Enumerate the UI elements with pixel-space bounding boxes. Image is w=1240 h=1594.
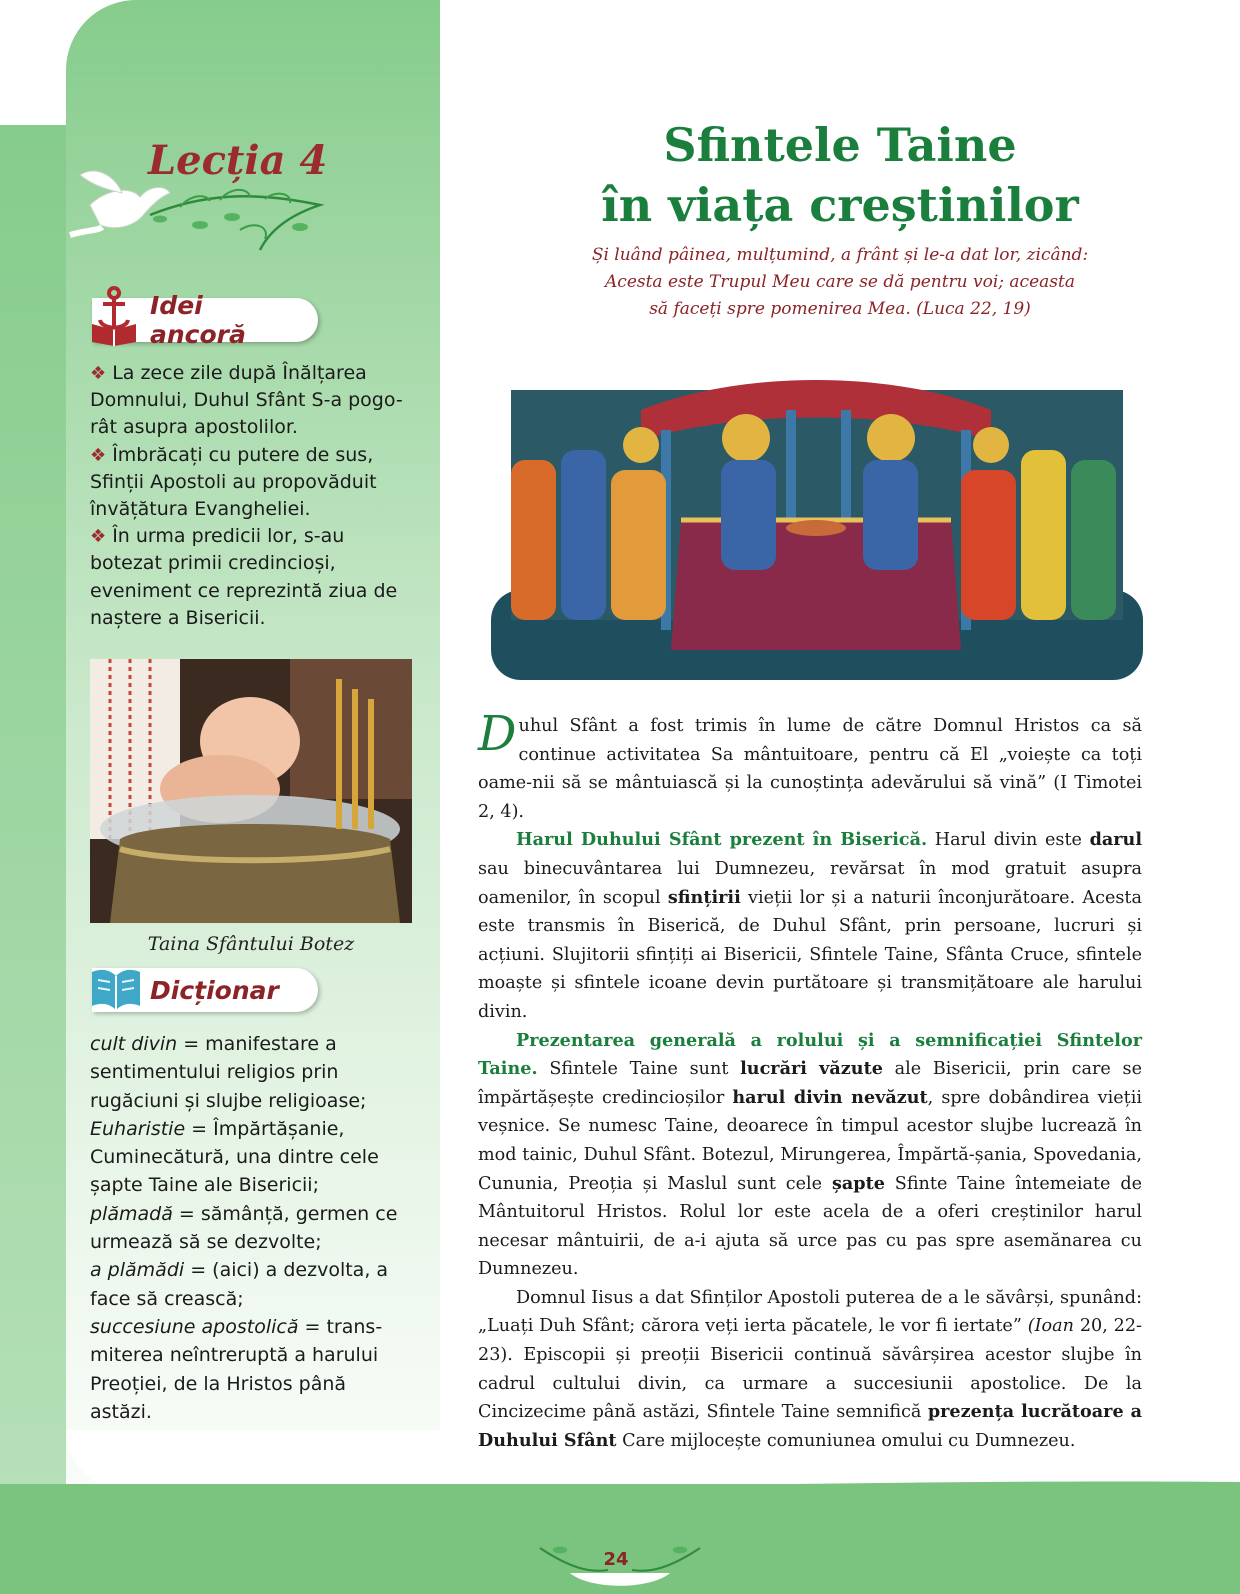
left-background-strip [0,125,70,1594]
lesson-body [478,706,1143,1455]
bible-quote: Și luând pâinea, mulțumind, a frânt și le-a dat lor, zicând: Acesta este Trupul Meu care se dă pentru voi; aceasta să faceți spre pomenirea Mea. (Luca 22, 19) [591,245,1089,319]
diamond-bullet-icon: ❖ [90,363,107,384]
anchor-ideas-heading: Idei ancoră [150,291,246,349]
list-item: ❖ În urma predicii lor, s-au botezat primii credincioși, eveniment ce reprezintă ziua de naștere a Bisericii. [90,525,398,629]
footer-wave [0,1470,1240,1510]
dictionary-entry: a plămădi = (aici) a dezvolta, a face să crească; [90,1259,389,1310]
dictionary-entry: Euharistie = Împărtășanie, Cuminecătură, una dintre cele șapte Taine ale Bisericii; [90,1117,379,1197]
anchor-ideas-list [90,360,410,632]
drop-cap: D [478,706,517,762]
dictionary-list [90,1030,400,1426]
anchor-ideas-badge [92,291,318,349]
lesson-title: Lecția 4 [148,137,328,184]
dictionary-entry: plămadă = sămânță, germen ce urmează să se dezvolte; [90,1202,398,1254]
paragraph-grace: Harul Duhului Sfânt prezent în Biserică. Harul divin este darul sau binecuvântarea lui Dumnezeu, revărsat în mod gratuit asupra oamenilor, în scopul sfințirii vieții lor și a naturii înconjurătoare. Acesta este transmis în Biserică, de Duhul Sfânt, prin persoane, lucruri și acțiuni. Slujitorii sfințiți ai Bisericii, Sfintele Taine, Sfânta Cruce, sfintele moaște și sfintele icoane devin purtătoare și transmițătoare ale harului divin. [478,829,1143,1022]
page-title: Sfintele Taine în viața creștinilor [601,118,1079,232]
dictionary-badge [92,968,318,1012]
list-item: ❖ Îmbrăcați cu putere de sus, Sfinții Apostoli au propovăduit învățătura Evangheliei. [90,443,377,521]
baptism-photo [90,659,412,923]
eucharist-icon-illustration [491,350,1143,680]
photo-caption: Taina Sfântului Botez [147,933,355,955]
paragraph-intro: Duhul Sfânt a fost trimis în lume de către Domnul Hristos ca să continue activitatea Sa mântuitoare, pentru că El „voiește ca toți oame-nii să se mântuiască și la cunoștința adevărului să vină” (I Timotei 2, 4). [478,706,1142,822]
list-item: ❖ La zece zile după Înălțarea Domnului, Duhul Sfânt S-a pogo-rât asupra apostolilor. [90,362,403,439]
diamond-bullet-icon: ❖ [90,444,107,466]
diamond-bullet-icon: ❖ [90,526,107,548]
open-book-icon [88,964,144,1014]
paragraph-apostles: Domnul Iisus a dat Sfinților Apostoli puterea de a le săvârși, spunând: „Luați Duh Sfânt; cărora veți ierta păcatele, le vor fi iertate” (Ioan 20, 22-23). Episcopii și preoții Bisericii continuă săvârșirea acestor slujbe în cadrul cultului divin, ca urmare a succesiunii apostolice. De la Cincizecime până astăzi, Sfintele Taine semnifică prezența lucrătoare a Duhului Sfânt Care mijlocește comuniunea omului cu Dumnezeu. [478,1287,1142,1451]
dictionary-entry: succesiune apostolică = trans-miterea neîntreruptă a harului Preoției, de la Hristos până astăzi. [90,1315,383,1423]
page-number: 24 [603,1549,629,1570]
dictionary-heading: Dicționar [150,975,279,1005]
anchor-book-icon [88,284,140,346]
dictionary-entry: cult divin = manifestare a sentimentului religios prin rugăciuni și slujbe religioase; [90,1033,367,1112]
paragraph-sacraments: Prezentarea generală a rolului și a semnificației Sfintelor Taine. Sfintele Taine sunt lucrări văzute ale Bisericii, prin care se împărtășește credincioșilor harul divin nevăzut, spre dobândirea vieții veșnice. Se numesc Taine, deoarece în timpul acestor slujbe lucrează în mod tainic, Duhul Sfânt. Botezul, Mirungerea, Împărtă-șania, Spovedania, Cununia, Preoția și Maslul sunt cele șapte Sfinte Taine întemeiate de Mântuitorul Hristos. Rolul lor este acela de a oferi creștinilor harul necesar mântuirii, de a-i ajuta să urce pas cu pas spre asemănarea cu Dumnezeu. [478,1029,1143,1280]
